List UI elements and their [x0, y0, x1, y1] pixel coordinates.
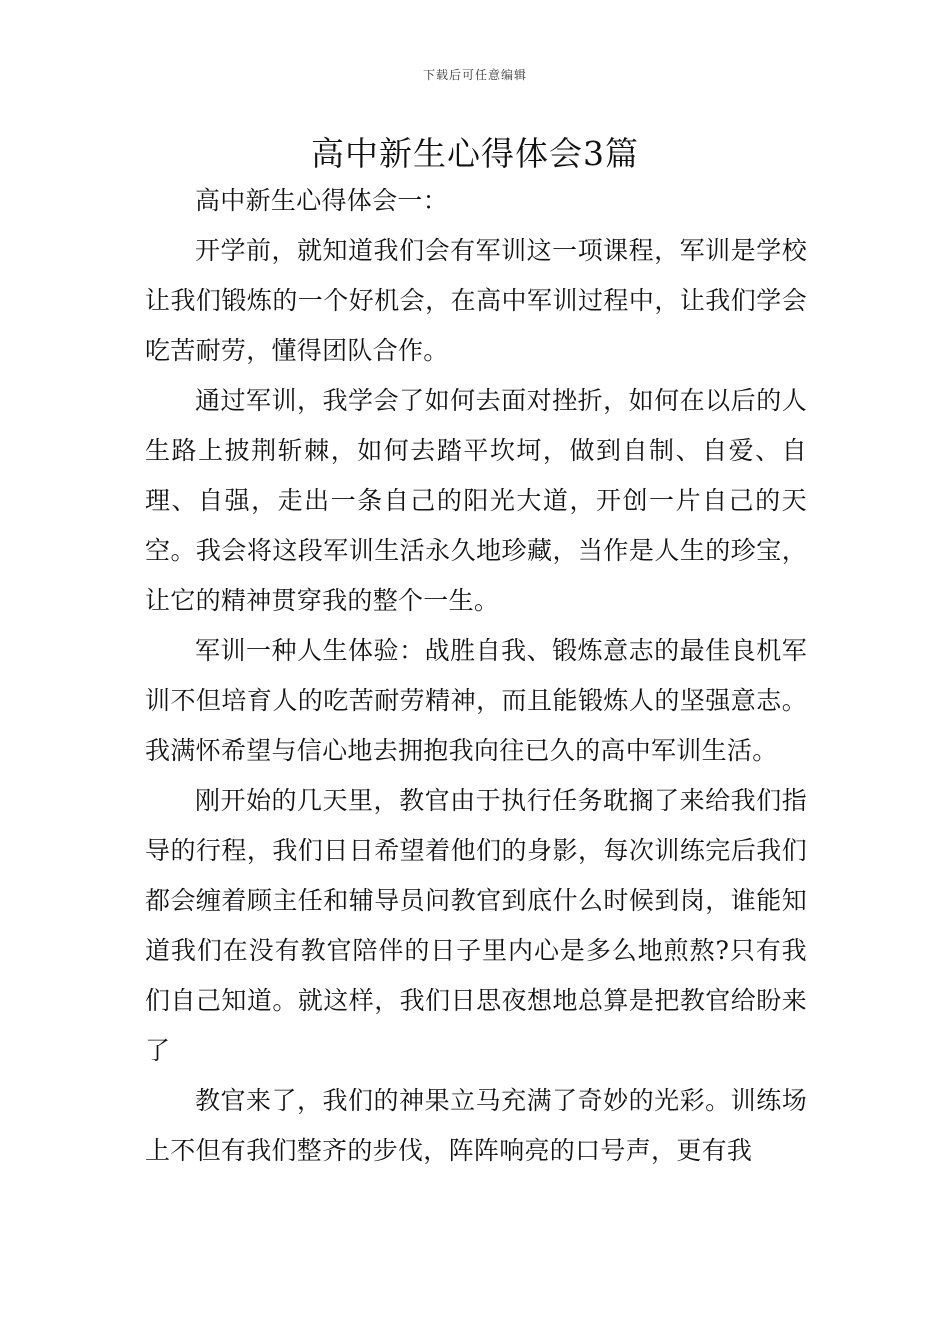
header-note: 下载后可任意编辑 — [422, 68, 527, 82]
paragraph: 开学前，就知道我们会有军训这一项课程，军训是学校让我们锻炼的一个好机会，在高中军训过程中，让我们学会吃苦耐劳，懂得团队合作。 — [145, 236, 807, 365]
paragraph: 军训一种人生体验：战胜自我、锻炼意志的最佳良机军训不但培育人的吃苦耐劳精神，而且能锻炼人的坚强意志。我满怀希望与信心地去拥抱我向往已久的高中军训生活。 — [145, 636, 807, 765]
document-body — [145, 176, 807, 1176]
paragraph: 教官来了，我们的神果立马充满了奇妙的光彩。训练场上不但有我们整齐的步伐，阵阵响亮的口号声，更有我 — [145, 1086, 807, 1165]
paragraph-section-heading: 高中新生心得体会一： — [195, 186, 449, 215]
paragraph: 通过军训，我学会了如何去面对挫折，如何在以后的人生路上披荆斩棘，如何去踏平坎坷，做到自制、自爱、自理、自强，走出一条自己的阳光大道，开创一片自己的天空。我会将这段军训生活永久地珍藏，当作是人生的珍宝，让它的精神贯穿我的整个一生。 — [145, 386, 807, 615]
document-title: 高中新生心得体会3篇 — [311, 134, 639, 173]
paragraph: 刚开始的几天里，教官由于执行任务耽搁了来给我们指导的行程，我们日日希望着他们的身影，每次训练完后我们都会缠着顾主任和辅导员问教官到底什么时候到岗，谁能知道我们在没有教官陪伴的日子里内心是多么地煎熬?只有我们自己知道。就这样，我们日思夜想地总算是把教官给盼来了 — [145, 786, 807, 1065]
